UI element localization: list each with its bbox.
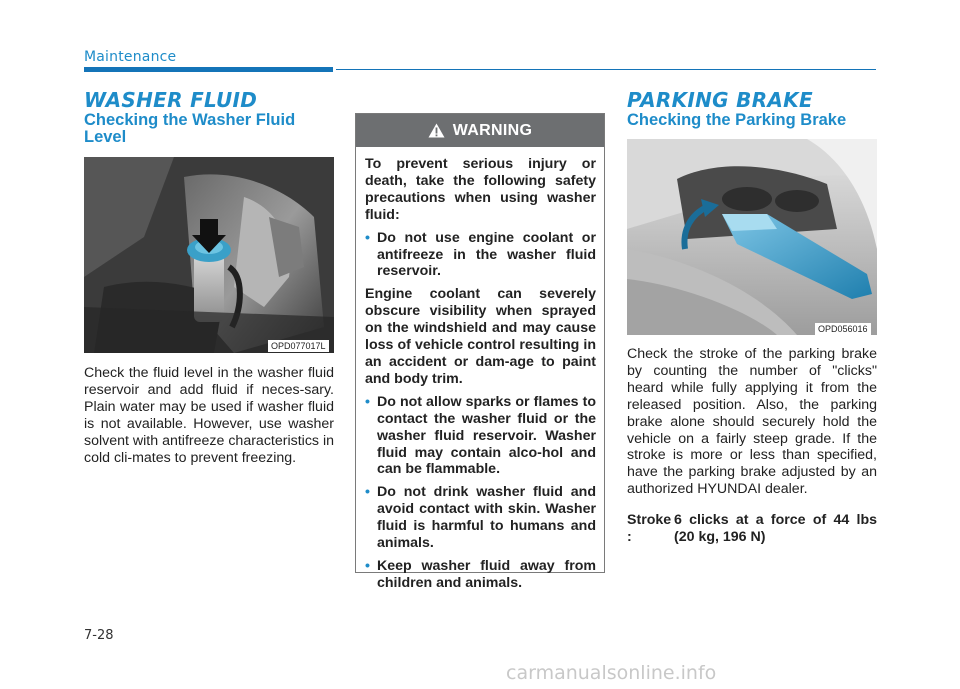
washer-reservoir-photo bbox=[84, 157, 334, 353]
stroke-spec bbox=[627, 512, 877, 546]
stroke-label: Stroke : bbox=[627, 512, 672, 545]
warning-item: • Do not drink washer fluid and avoid contact with skin. Washer fluid is harmful to humans and animals. bbox=[365, 484, 596, 552]
warning-item: • Do not use engine coolant or antifreeze in the washer fluid reservoir. bbox=[365, 229, 596, 280]
page-number: 7-28 bbox=[84, 628, 114, 643]
bullet-dot: • bbox=[365, 393, 370, 410]
warning-header bbox=[356, 114, 604, 147]
washer-fluid-body: Check the fluid level in the washer fluid reservoir and add fluid if neces-sary. Plain water may be used if washer fluid is not available. However, use washer solvent with antifreeze characteristics in cold cli-mates to prevent freezing. bbox=[84, 365, 334, 466]
parking-brake-title: PARKING BRAKE bbox=[627, 88, 813, 112]
warning-label: WARNING bbox=[452, 121, 533, 139]
parking-image-code: OPD056016 bbox=[815, 323, 871, 335]
header-rule bbox=[336, 69, 876, 70]
parking-brake-photo bbox=[627, 139, 877, 335]
warning-body bbox=[356, 147, 604, 592]
warning-item: • Do not allow sparks or flames to contact the washer fluid or the washer fluid reservoir. Washer fluid may contain alco-hol and can be flammable. bbox=[365, 393, 596, 478]
bullet-dot: • bbox=[365, 557, 370, 574]
warning-intro: To prevent serious injury or death, take the following safety precautions when using washer fluid: bbox=[365, 156, 596, 223]
warning-box bbox=[355, 113, 605, 591]
washer-fluid-title: WASHER FLUID bbox=[84, 88, 258, 112]
header-bar bbox=[84, 67, 333, 72]
watermark: carmanualsonline.info bbox=[506, 662, 717, 684]
washer-image-code: OPD077017L bbox=[268, 340, 329, 352]
bullet-dot: • bbox=[365, 229, 370, 246]
section-label: Maintenance bbox=[84, 49, 177, 65]
parking-brake-body: Check the stroke of the parking brake by counting the number of "clicks" heard while fully applying it from the released position. Also, the parking brake alone should securely hold the vehicle on a fairly steep grade. If the stroke is more or less than specified, have the parking brake adjusted by an authorized HYUNDAI dealer. bbox=[627, 346, 877, 498]
warning-item: • Keep washer fluid away from children and animals. bbox=[365, 557, 596, 591]
stroke-value: 6 clicks at a force of 44 lbs (20 kg, 196 N) bbox=[674, 512, 877, 545]
warning-triangle-icon bbox=[428, 123, 445, 138]
bullet-dot: • bbox=[365, 484, 370, 501]
parking-brake-subtitle: Checking the Parking Brake bbox=[627, 111, 847, 129]
warning-item-detail: Engine coolant can severely obscure visibility when sprayed on the windshield and may cause loss of vehicle control resulting in an accident or dam-age to paint and body trim. bbox=[365, 286, 596, 387]
washer-fluid-subtitle: Checking the Washer Fluid Level bbox=[84, 111, 296, 146]
